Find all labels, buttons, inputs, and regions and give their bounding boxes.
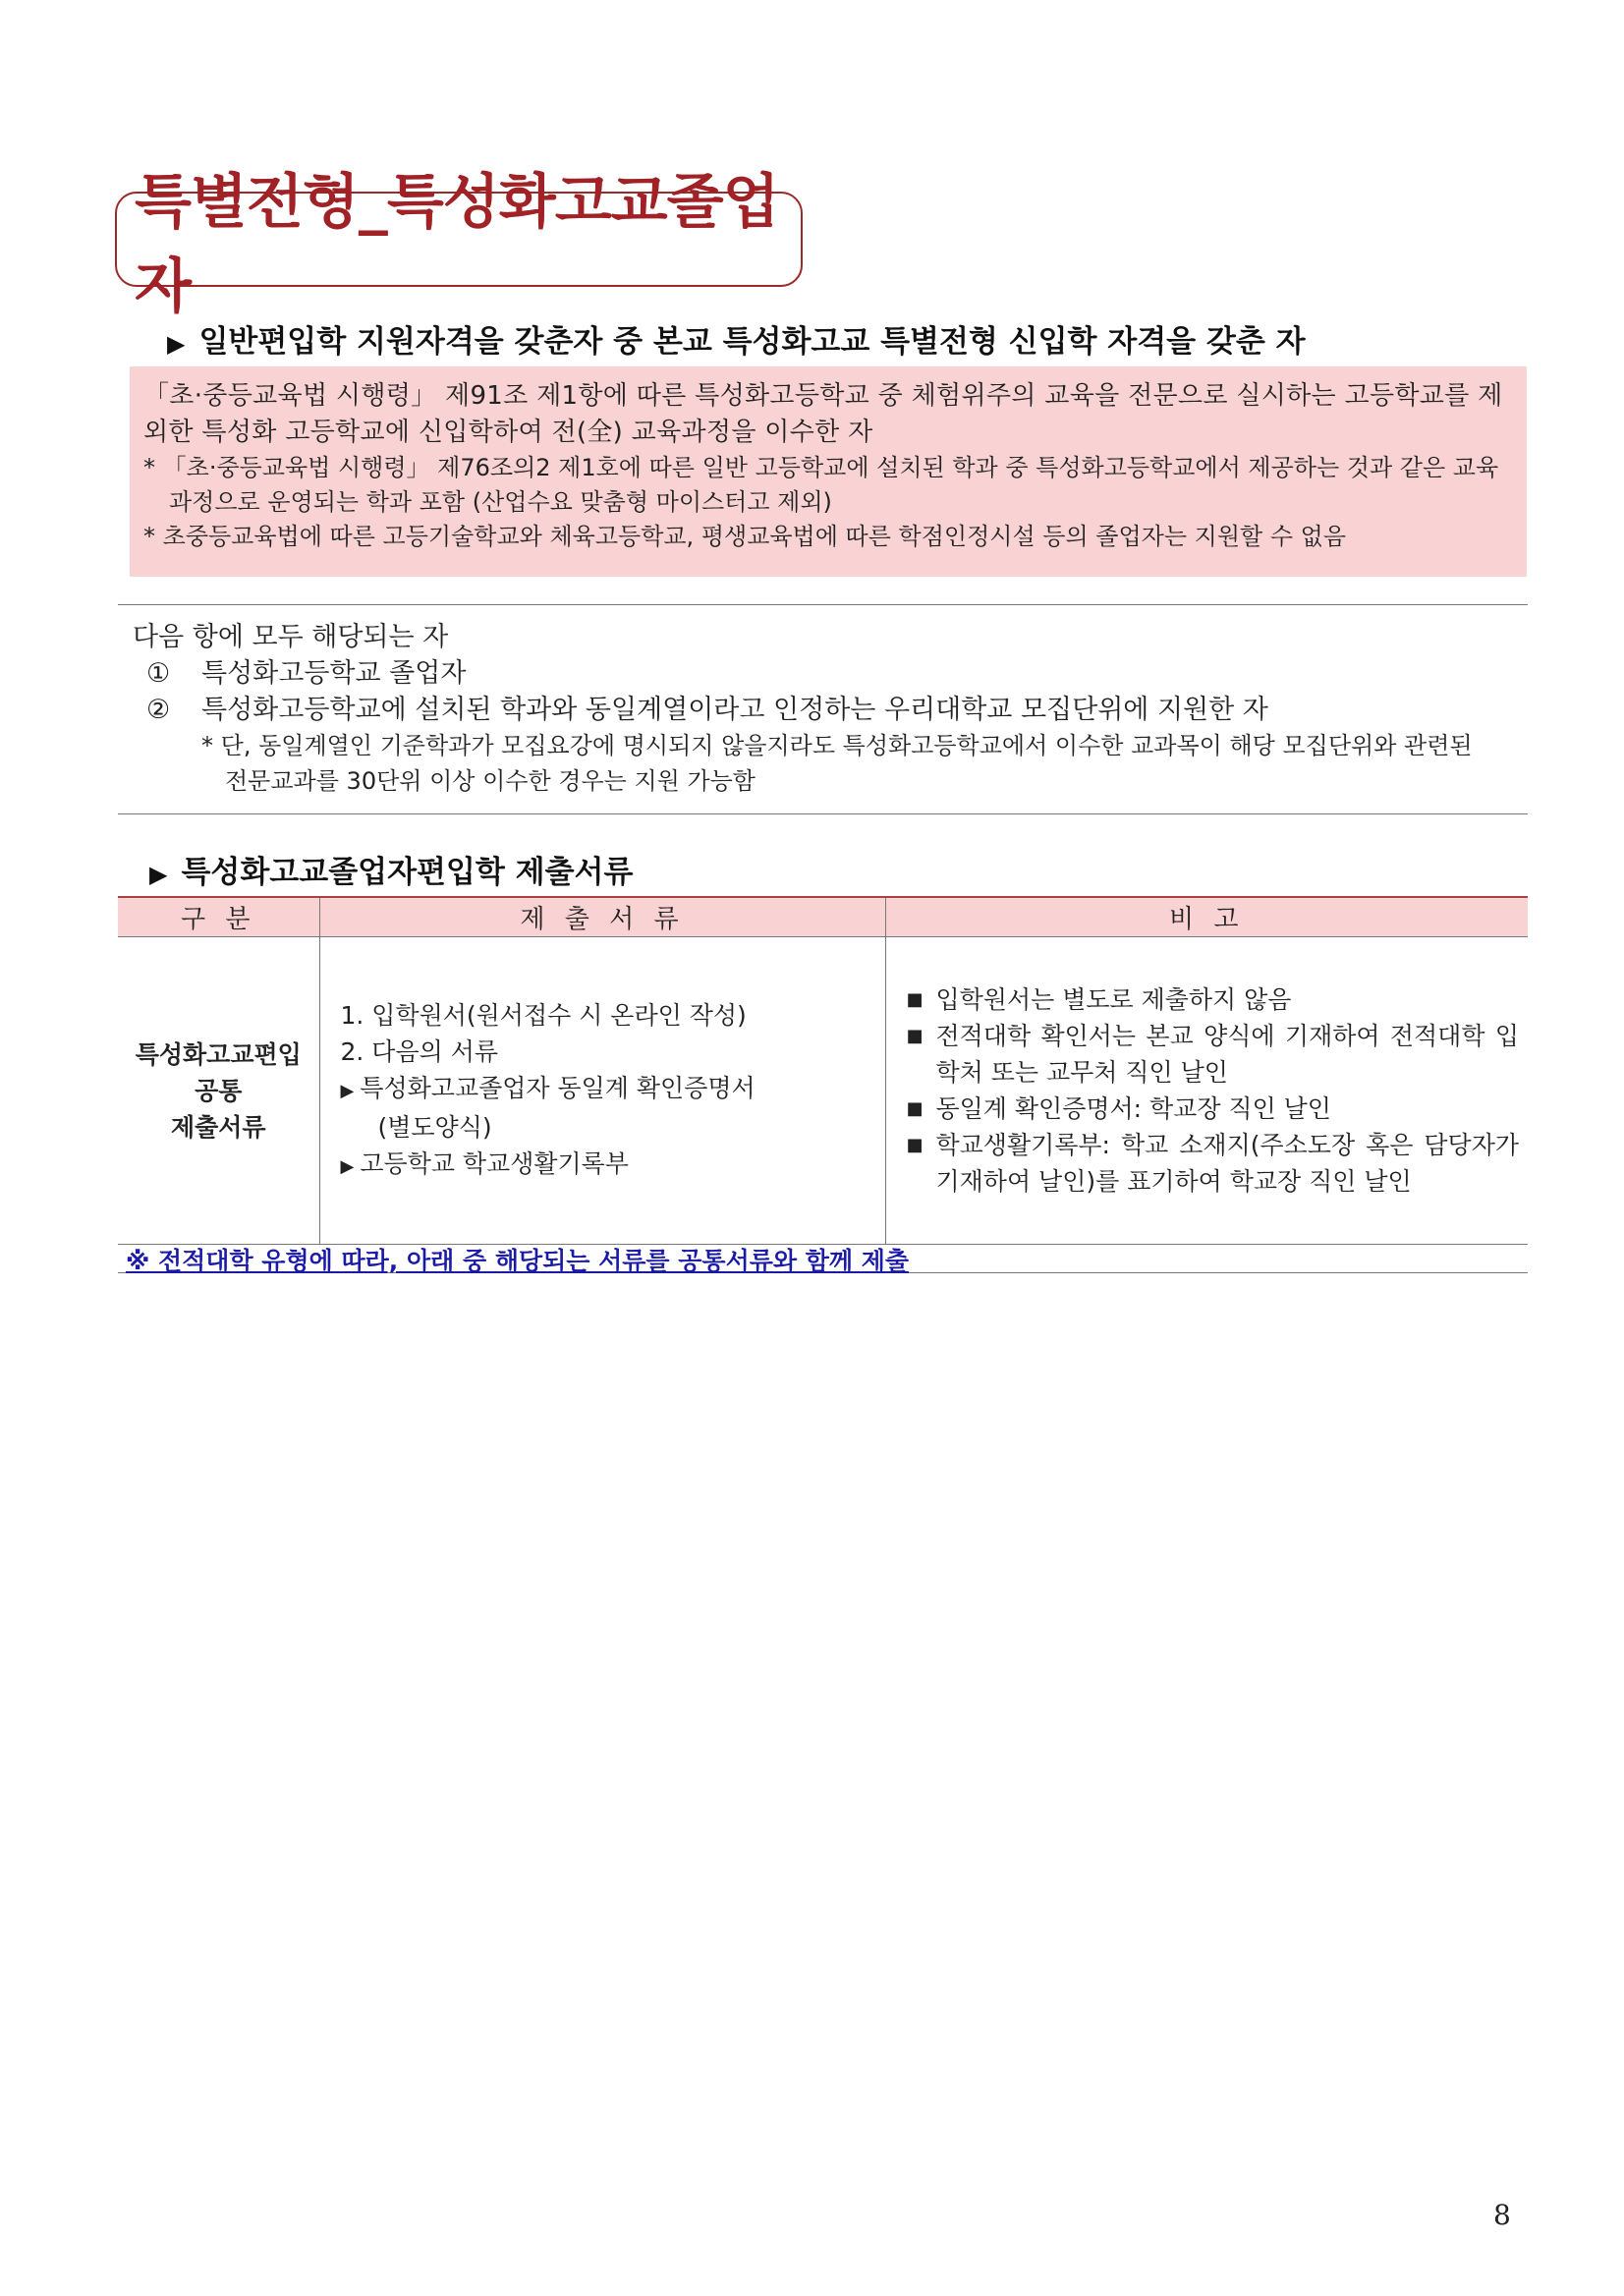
eligibility-line-2: 외한 특성화 고등학교에 신입학하여 전(全) 교육과정을 이수한 자 [143,418,873,447]
qualification-item [133,655,1528,692]
footnote-text: ※ 전적대학 유형에 따라, 아래 중 해당되는 서류를 공통서류와 함께 제출 [126,1247,910,1275]
header-remarks: 비 고 [885,897,1528,937]
remark-item: ■ 학교생활기록부: 학교 소재지(주소도장 혹은 담당자가 기재하여 날인)를 표기하여 학교장 직인 날인 [907,1127,1520,1200]
qualification-note: * 단, 동일계열인 기준학과가 모집요강에 명시되지 않을지라도 특성화고등학교에서 이수한 교과목이 해당 모집단위와 관련된 [201,732,1473,759]
item-text: 특성화고등학교 졸업자 [201,658,467,689]
header-documents: 제 출 서 류 [319,897,885,937]
qualification-note-cont: 전문교과를 30단위 이상 이수한 경우는 지원 가능함 [225,767,756,795]
row-label-line: 공통 [195,1076,243,1105]
item-number: ① [146,658,171,689]
item-text: 특성화고등학교에 설치된 학과와 동일계열이라고 인정하는 우리대학교 모집단위에 지원한 자 [201,695,1268,725]
qualification-block [133,619,1528,799]
square-bullet-icon: ■ [906,1098,924,1119]
document-subitem: ▶ 고등학교 학교생활기록부 [340,1148,629,1178]
document-subitem: ▶ 특성화고교졸업자 동일계 확인증명서 [340,1073,756,1102]
documents-table [118,896,1528,1245]
header-category: 구 분 [118,897,319,937]
qualification-item [133,692,1528,728]
remark-item: ■ 동일계 확인증명서: 학교장 직인 날인 [907,1091,1520,1127]
eligibility-note-1: * 「초·중등교육법 시행령」 제76조의2 제1호에 따른 일반 고등학교에 설치된 학과 중 특성화고등학교에서 제공하는 것과 같은 교육 [143,454,1499,481]
section2-heading [149,847,633,891]
square-bullet-icon: ■ [906,1026,924,1046]
documents-cell [319,937,885,1245]
remark-item: ■ 전적대학 확인서는 본교 양식에 기재하여 전적대학 입학처 또는 교무처 직인 날인 [907,1018,1520,1091]
row-label-cell [118,937,319,1245]
section2-heading-text: 특성화고교졸업자편입학 제출서류 [181,855,634,890]
remark-item: ■ 입학원서는 별도로 제출하지 않음 [907,981,1520,1018]
footnote [118,1242,1528,1273]
eligibility-box [130,366,1527,577]
item-number: ② [146,695,171,725]
eligibility-note-2: * 초중등교육법에 따른 고등기술학교와 체육고등학교, 평생교육법에 따른 학점인정시설 등의 졸업자는 지원할 수 없음 [143,523,1347,550]
table-row [118,937,1528,1245]
qualification-intro: 다음 항에 모두 해당되는 자 [133,622,449,652]
page-title: 특별전형_특성화고교졸업자 [135,167,779,321]
section1-heading-text: 일반편입학 지원자격을 갖춘자 중 본교 특성화고교 특별전형 신입학 자격을 갖춘 자 [198,324,1306,360]
document-subitem-cont: (별도양식) [377,1112,492,1142]
row-label-line: 제출서류 [170,1112,266,1142]
triangle-bullet-icon: ▶ [167,330,186,358]
document-item: 2. 다음의 서류 [340,1036,498,1066]
remarks-cell [885,937,1528,1245]
section-title-box [115,167,803,321]
row-label-line: 특성화고교편입 [135,1039,302,1069]
triangle-bullet-icon: ▶ [149,861,168,888]
page-number: 8 [1493,2199,1511,2231]
document-item: 1. 입학원서(원서접수 시 온라인 작성) [340,1000,747,1030]
square-bullet-icon: ■ [906,989,924,1010]
divider-bottom [118,813,1528,814]
square-bullet-icon: ■ [906,1135,924,1155]
table-header-row [118,897,1528,937]
section1-heading [167,316,1306,361]
arrow-bullet-icon: ▶ [340,1155,355,1177]
eligibility-line-1: 「초·중등교육법 시행령」 제91조 제1항에 따른 특성화고등학교 중 체험위주의 교육을 전문으로 실시하는 고등학교를 제 [143,381,1503,411]
divider-top [118,604,1528,605]
eligibility-note-1-cont: 과정으로 운영되는 학과 포함 (산업수요 맞춤형 마이스터고 제외) [169,488,832,516]
arrow-bullet-icon: ▶ [340,1080,355,1101]
